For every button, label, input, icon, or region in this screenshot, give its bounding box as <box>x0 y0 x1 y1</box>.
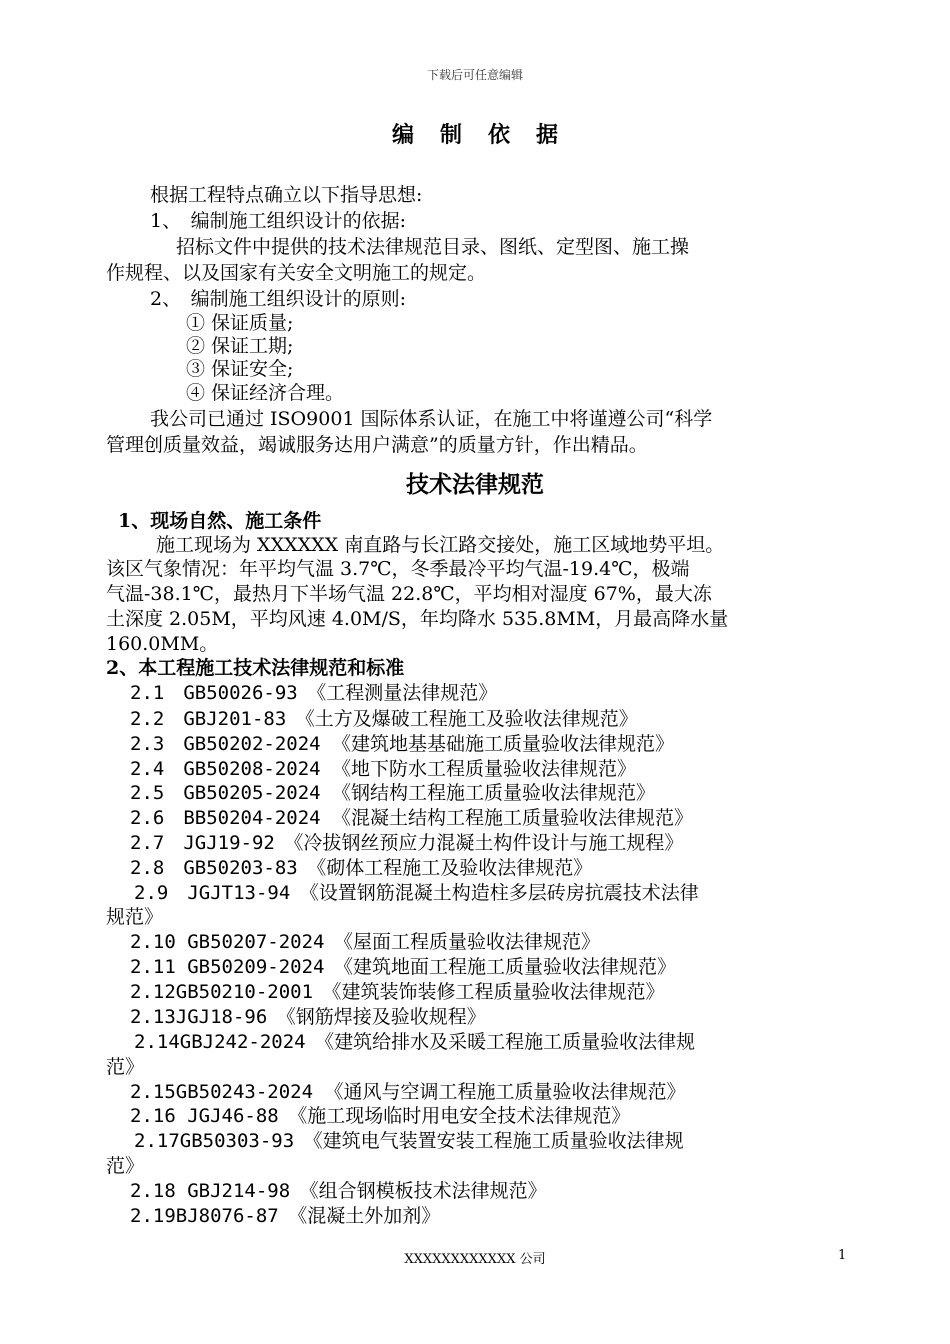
site-conditions-line: 该区气象情况：年平均气温 3.7℃，冬季最冷平均气温-19.4℃，极端 <box>106 558 690 580</box>
principle-item: ① 保证质量; <box>186 312 294 334</box>
standard-item: 2.7 JGJ19-92 《冷拔钢丝预应力混凝土构件设计与施工规程》 <box>130 832 684 854</box>
principles-heading: 2、 编制施工组织设计的原则: <box>150 288 406 310</box>
standard-item: 2.1 GB50026-93 《工程测量法律规范》 <box>130 682 498 704</box>
principle-item: ② 保证工期; <box>186 335 294 357</box>
intro-text: 根据工程特点确立以下指导思想: <box>150 184 423 206</box>
page-number: 1 <box>838 1248 847 1263</box>
principle-item: ④ 保证经济合理。 <box>186 382 345 404</box>
site-conditions-heading: 1、现场自然、施工条件 <box>118 510 322 532</box>
site-conditions-line: 160.0MM。 <box>106 633 219 655</box>
basis-heading: 1、 编制施工组织设计的依据: <box>150 210 406 232</box>
basis-text-line: 作规程、以及国家有关安全文明施工的规定。 <box>106 262 487 284</box>
standard-item: 2.14GBJ242-2024 《建筑给排水及采暖工程施工质量验收法律规 <box>134 1031 696 1053</box>
standard-item-continued: 范》 <box>106 1056 145 1078</box>
standard-item: 2.19BJ8076-87 《混凝土外加剂》 <box>130 1205 441 1227</box>
standard-item-continued: 范》 <box>106 1155 145 1177</box>
site-conditions-line: 施工现场为 XXXXXX 南直路与长江路交接处，施工区域地势平坦。 <box>156 534 725 556</box>
standard-item: 2.8 GB50203-83 《砌体工程施工及验收法律规范》 <box>130 857 593 879</box>
standard-item: 2.12GB50210-2001 《建筑装饰装修工程质量验收法律规范》 <box>130 981 665 1003</box>
certification-line: 管理创质量效益，竭诚服务达用户满意”的质量方针，作出精品。 <box>106 434 648 456</box>
site-conditions-line: 土深度 2.05M，平均风速 4.0M/S，年均降水 535.8MM，月最高降水量 <box>106 608 729 630</box>
site-conditions-line: 气温-38.1℃，最热月下半场气温 22.8℃，平均相对湿度 67%，最大冻 <box>106 583 712 605</box>
standard-item: 2.11 GB50209-2024 《建筑地面工程施工质量验收法律规范》 <box>130 956 676 978</box>
standard-item: 2.4 GB50208-2024 《地下防水工程质量验收法律规范》 <box>130 758 637 780</box>
standard-item: 2.17GB50303-93 《建筑电气装置安装工程施工质量验收法律规 <box>134 1130 684 1152</box>
standard-item: 2.5 GB50205-2024 《钢结构工程施工质量验收法律规范》 <box>130 782 656 804</box>
page-title: 编制依据 <box>391 122 584 148</box>
standard-item-continued: 规范》 <box>106 906 164 928</box>
standard-item: 2.6 BB50204-2024 《混凝土结构工程施工质量验收法律规范》 <box>130 807 694 829</box>
standard-item: 2.10 GB50207-2024 《屋面工程质量验收法律规范》 <box>130 931 600 953</box>
standard-item: 2.3 GB50202-2024 《建筑地基基础施工质量验收法律规范》 <box>130 733 675 755</box>
standard-item: 2.13JGJ18-96 《钢筋焊接及验收规程》 <box>130 1006 486 1028</box>
standard-item: 2.16 JGJ46-88 《施工现场临时用电安全技术法律规范》 <box>130 1105 631 1127</box>
standard-item: 2.15GB50243-2024 《通风与空调工程施工质量验收法律规范》 <box>130 1081 686 1103</box>
standard-item: 2.9 JGJT13-94 《设置钢筋混凝土构造柱多层砖房抗震技术法律 <box>134 882 699 904</box>
standard-item: 2.18 GBJ214-98 《组合钢模板技术法律规范》 <box>130 1180 547 1202</box>
basis-text-line: 招标文件中提供的技术法律规范目录、图纸、定型图、施工操 <box>176 236 690 258</box>
header-note: 下载后可任意编辑 <box>426 68 523 82</box>
standards-heading: 2、本工程施工技术法律规范和标准 <box>106 657 405 679</box>
certification-line: 我公司已通过 ISO9001 国际体系认证，在施工中将谨遵公司“科学 <box>150 408 713 430</box>
section-title: 技术法律规范 <box>406 471 544 498</box>
principle-item: ③ 保证安全; <box>186 358 294 380</box>
standard-item: 2.2 GBJ201-83 《土方及爆破工程施工及验收法律规范》 <box>130 708 638 730</box>
footer-company: XXXXXXXXXXXX 公司 <box>404 1252 546 1267</box>
